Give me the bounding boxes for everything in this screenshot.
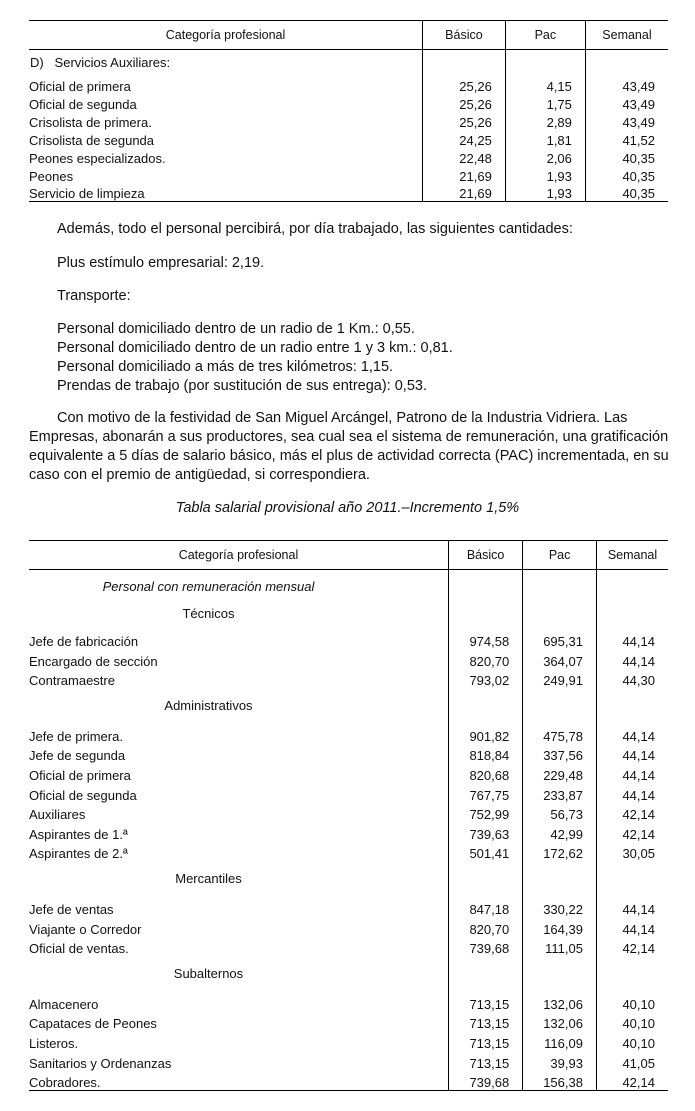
- pac-value: 111,05: [523, 937, 597, 957]
- paragraph-extra-amounts: Además, todo el personal percibirá, por día trabajado, las siguientes cantidades:: [57, 221, 573, 237]
- paragraph-transporte: Transporte:: [57, 288, 131, 304]
- basico-value: 713,15: [448, 1031, 522, 1051]
- basico-value: 793,02: [448, 669, 522, 689]
- group-row: [29, 865, 668, 891]
- pac-value: 164,39: [523, 917, 597, 937]
- pac-value: 56,73: [523, 803, 597, 823]
- table-row: [29, 783, 668, 803]
- header-semanal: Semanal: [596, 541, 668, 570]
- transport-item: Prendas de trabajo (por sustitución de sus entrega): 0,53.: [57, 378, 427, 394]
- category-label: Oficial de primera: [29, 78, 131, 94]
- group-row: [29, 604, 668, 624]
- basico-value: 752,99: [448, 803, 522, 823]
- header-basico: Básico: [423, 21, 506, 50]
- semanal-value: 30,05: [596, 842, 668, 862]
- category-label: Oficial de segunda: [29, 96, 137, 112]
- semanal-value: 40,10: [596, 992, 668, 1012]
- semanal-value: 40,35: [585, 148, 668, 166]
- pac-value: 364,07: [523, 649, 597, 669]
- header-category: Categoría profesional: [29, 541, 448, 570]
- category-label: Encargado de sección: [29, 653, 158, 669]
- table-row: [29, 630, 668, 650]
- semanal-value: 41,05: [596, 1051, 668, 1071]
- pac-value: 132,06: [523, 992, 597, 1012]
- subtitle-row: [29, 570, 668, 604]
- pac-value: 249,91: [523, 669, 597, 689]
- basico-value: 25,26: [423, 76, 506, 94]
- basico-value: 818,84: [448, 744, 522, 764]
- table-row: [29, 148, 668, 166]
- basico-value: 847,18: [448, 897, 522, 917]
- group-title: Subalternos: [173, 965, 244, 981]
- category-label: Jefe de ventas: [29, 902, 114, 918]
- semanal-value: 43,49: [585, 76, 668, 94]
- semanal-value: 40,35: [585, 166, 668, 184]
- table-row: [29, 724, 668, 744]
- transport-item: Personal domiciliado a más de tres kilómetros: 1,15.: [57, 359, 394, 375]
- category-label: Sanitarios y Ordenanzas: [29, 1055, 172, 1071]
- transport-item: Personal domiciliado dentro de un radio de 1 Km.: 0,55.: [57, 321, 415, 337]
- category-label: Jefe de segunda: [29, 748, 126, 764]
- basico-value: 739,68: [448, 1071, 522, 1091]
- paragraph-plus-estimulo: Plus estímulo empresarial: 2,19.: [57, 255, 265, 271]
- table-row: [29, 649, 668, 669]
- category-label: Oficial de segunda: [29, 787, 137, 803]
- table-row: [29, 112, 668, 130]
- table-row: [29, 917, 668, 937]
- semanal-value: 42,14: [596, 822, 668, 842]
- category-label: Peones: [29, 168, 74, 184]
- group-title: Mercantiles: [175, 870, 242, 886]
- basico-value: 713,15: [448, 992, 522, 1012]
- table-row: [29, 184, 668, 202]
- basico-value: 21,69: [423, 166, 506, 184]
- basico-value: 713,15: [448, 1012, 522, 1032]
- pac-value: 1,81: [505, 130, 585, 148]
- category-label: Servicio de limpieza: [29, 186, 145, 201]
- semanal-value: 42,14: [596, 937, 668, 957]
- transport-list: [57, 320, 453, 396]
- table-row: [29, 166, 668, 184]
- pac-value: 2,89: [505, 112, 585, 130]
- semanal-value: 44,14: [596, 783, 668, 803]
- basico-value: 739,63: [448, 822, 522, 842]
- table-row: [29, 763, 668, 783]
- basico-value: 974,58: [448, 630, 522, 650]
- pac-value: 4,15: [505, 76, 585, 94]
- basico-value: 713,15: [448, 1051, 522, 1071]
- category-label: Listeros.: [29, 1036, 79, 1051]
- semanal-value: 43,49: [585, 112, 668, 130]
- table-row: [29, 669, 668, 689]
- table-row: [29, 1031, 668, 1051]
- basico-value: 820,70: [448, 649, 522, 669]
- basico-value: 501,41: [448, 842, 522, 862]
- table-row: [29, 76, 668, 94]
- basico-value: 25,26: [423, 94, 506, 112]
- table-row: [29, 992, 668, 1012]
- table-row: [29, 803, 668, 823]
- pac-value: 1,93: [505, 166, 585, 184]
- transport-item: Personal domiciliado dentro de un radio entre 1 y 3 km.: 0,81.: [57, 340, 453, 356]
- group-row: [29, 692, 668, 718]
- section-row: [29, 50, 668, 76]
- pac-value: 116,09: [523, 1031, 597, 1051]
- category-label: Aspirantes de 1.ª: [29, 826, 128, 842]
- table-caption: Tabla salarial provisional año 2011.–Incremento 1,5%: [175, 500, 520, 516]
- table-row: [29, 822, 668, 842]
- pac-value: 42,99: [523, 822, 597, 842]
- header-category: Categoría profesional: [29, 21, 423, 50]
- category-label: Crisolista de segunda: [29, 132, 155, 148]
- pac-value: 132,06: [523, 1012, 597, 1032]
- table-row: [29, 937, 668, 957]
- pac-value: 337,56: [523, 744, 597, 764]
- pac-value: 330,22: [523, 897, 597, 917]
- table-row: [29, 744, 668, 764]
- basico-value: 24,25: [423, 130, 506, 148]
- category-label: Cobradores.: [29, 1074, 101, 1090]
- table-row: [29, 130, 668, 148]
- header-pac: Pac: [505, 21, 585, 50]
- category-label: Capataces de Peones: [29, 1016, 157, 1032]
- category-label: Oficial de ventas.: [29, 941, 129, 957]
- pac-value: 233,87: [523, 783, 597, 803]
- semanal-value: 44,14: [596, 917, 668, 937]
- basico-value: 901,82: [448, 724, 522, 744]
- semanal-value: 44,14: [596, 724, 668, 744]
- table-row: [29, 1051, 668, 1071]
- group-title: Técnicos: [182, 606, 235, 621]
- semanal-value: 43,49: [585, 94, 668, 112]
- group-row: [29, 960, 668, 986]
- salary-table-monthly: [29, 540, 668, 1091]
- category-label: Contramaestre: [29, 673, 115, 689]
- category-label: Almacenero: [29, 996, 99, 1012]
- pac-value: 39,93: [523, 1051, 597, 1071]
- category-label: Jefe de primera.: [29, 728, 123, 744]
- category-label: Crisolista de primera.: [29, 114, 152, 130]
- table-row: [29, 842, 668, 862]
- pac-value: 1,93: [505, 184, 585, 202]
- pac-value: 2,06: [505, 148, 585, 166]
- basico-value: 820,68: [448, 763, 522, 783]
- category-label: Peones especializados.: [29, 150, 166, 166]
- pac-value: 695,31: [523, 630, 597, 650]
- semanal-value: 44,14: [596, 649, 668, 669]
- semanal-value: 42,14: [596, 803, 668, 823]
- salary-table-auxiliary: [29, 20, 668, 202]
- semanal-value: 44,30: [596, 669, 668, 689]
- pac-value: 156,38: [523, 1071, 597, 1091]
- basico-value: 25,26: [423, 112, 506, 130]
- basico-value: 21,69: [423, 184, 506, 202]
- pac-value: 475,78: [523, 724, 597, 744]
- basico-value: 739,68: [448, 937, 522, 957]
- category-label: Viajante o Corredor: [29, 921, 142, 937]
- category-label: Aspirantes de 2.ª: [29, 846, 128, 862]
- basico-value: 820,70: [448, 917, 522, 937]
- semanal-value: 40,10: [596, 1012, 668, 1032]
- pac-value: 172,62: [523, 842, 597, 862]
- pac-value: 229,48: [523, 763, 597, 783]
- semanal-value: 41,52: [585, 130, 668, 148]
- header-semanal: Semanal: [585, 21, 668, 50]
- category-label: Jefe de fabricación: [29, 634, 139, 650]
- table-row: [29, 1012, 668, 1032]
- table-row: [29, 1071, 668, 1091]
- semanal-value: 44,14: [596, 763, 668, 783]
- table-row: [29, 94, 668, 112]
- group-title: Administrativos: [164, 697, 253, 713]
- pac-value: 1,75: [505, 94, 585, 112]
- table-row: [29, 897, 668, 917]
- table-subtitle: Personal con remuneración mensual: [102, 579, 315, 595]
- category-label: Auxiliares: [29, 807, 86, 823]
- table-header-row: [29, 21, 668, 50]
- category-label: Oficial de primera: [29, 768, 131, 784]
- table-header-row: [29, 541, 668, 570]
- semanal-value: 40,35: [585, 184, 668, 202]
- semanal-value: 44,14: [596, 897, 668, 917]
- semanal-value: 40,10: [596, 1031, 668, 1051]
- semanal-value: 44,14: [596, 744, 668, 764]
- header-pac: Pac: [523, 541, 597, 570]
- header-basico: Básico: [448, 541, 522, 570]
- basico-value: 22,48: [423, 148, 506, 166]
- semanal-value: 42,14: [596, 1071, 668, 1091]
- paragraph-san-miguel: Con motivo de la festividad de San Miguel Arcángel, Patrono de la Industria Vidriera. Las Empresas, abonarán a sus productores, sea cual sea el sistema de remuneración, una gratificación equivalente a 5 días de salario básico, más el plus de actividad correcta (PAC) incrementada, en su caso con el premio de antigüedad, si correspondiera.: [29, 410, 669, 483]
- semanal-value: 44,14: [596, 630, 668, 650]
- basico-value: 767,75: [448, 783, 522, 803]
- section-title: D) Servicios Auxiliares:: [30, 55, 171, 71]
